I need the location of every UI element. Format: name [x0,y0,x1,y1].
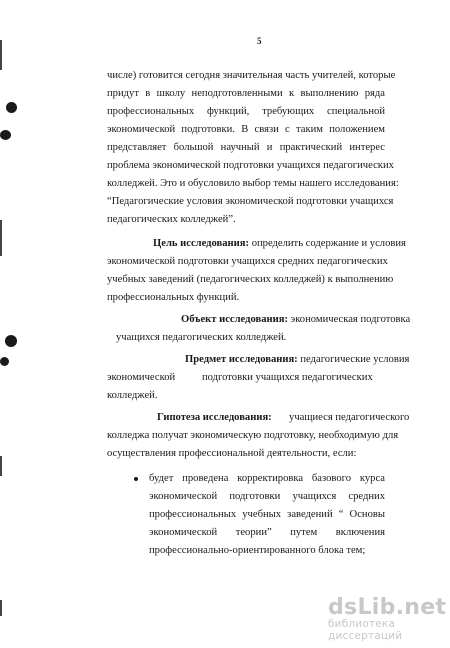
binder-hole [5,335,17,347]
binder-hole [6,102,17,113]
text-line: профессиональных функций. [107,292,240,303]
subject-first-line [185,353,409,366]
text-line: “Педагогические условия экономической подготовки учащихся [107,196,394,207]
binder-hole [0,130,11,140]
text-line: учащихся педагогических колледжей. [116,332,287,343]
watermark-subtitle: библиотека диссертаций [328,618,403,642]
scan-margin-mark [0,456,2,476]
scan-margin-mark [0,600,2,616]
hypothesis-text: учащиеся педагогического [289,412,410,423]
text-line: представляет большой научный и практический интерес [107,142,385,153]
goal-label: Цель исследования: [153,238,250,249]
watermark-logo: dsLib.net [328,595,447,620]
text-line: экономической подготовки учащихся средних [149,491,385,502]
text-line: экономической теории” путем включения [149,527,385,538]
hypothesis-first-line [157,411,409,424]
bullet-dot-icon [134,477,138,481]
page-number: 5 [257,36,262,46]
subject-text: педагогические условия [300,354,410,365]
text-line: будет проведена корректировка базового курса [149,473,385,484]
binder-hole [0,357,9,366]
scan-margin-mark [0,40,2,70]
scan-margin-mark [0,220,2,256]
hypothesis-label: Гипотеза исследования: [157,412,272,423]
object-label: Объект исследования: [181,314,288,325]
text-line: профессионально-ориентированного блока тем; [149,545,366,556]
text-line: экономической подготовки. В связи с таким положением [107,124,385,135]
text-line: проблема экономической подготовки учащихся педагогических [107,160,394,171]
subject-label: Предмет исследования: [185,354,298,365]
object-text: экономическая подготовка [290,314,411,325]
text-line: профессиональных учебных заведений “ Основы [149,509,385,520]
goal-text: определить содержание и условия [251,238,406,249]
text-line: осуществления профессиональной деятельности, если: [107,448,357,459]
text-line: числе) готовится сегодня значительная часть учителей, которые [107,70,396,81]
text-line: колледжа получат экономическую подготовку, необходимую для [107,430,399,441]
text-line: экономической [107,372,176,383]
text-line: экономической подготовки учащихся средних педагогических [107,256,388,267]
text-line: придут в школу неподготовленными к выполнению ряда [107,88,385,99]
text-line: подготовки учащихся педагогических [202,372,373,383]
goal-first-line [153,237,406,250]
text-line: учебных заведений (педагогических колледжей) к выполнению [107,274,394,285]
text-line: педагогических колледжей”. [107,214,236,225]
object-first-line [181,313,410,326]
text-line: профессиональных функций, требующих специальной [107,106,385,117]
text-line: колледжей. Это и обусловило выбор темы нашего исследования: [107,178,399,189]
text-line: колледжей. [107,390,158,401]
dslib-watermark [328,595,447,642]
